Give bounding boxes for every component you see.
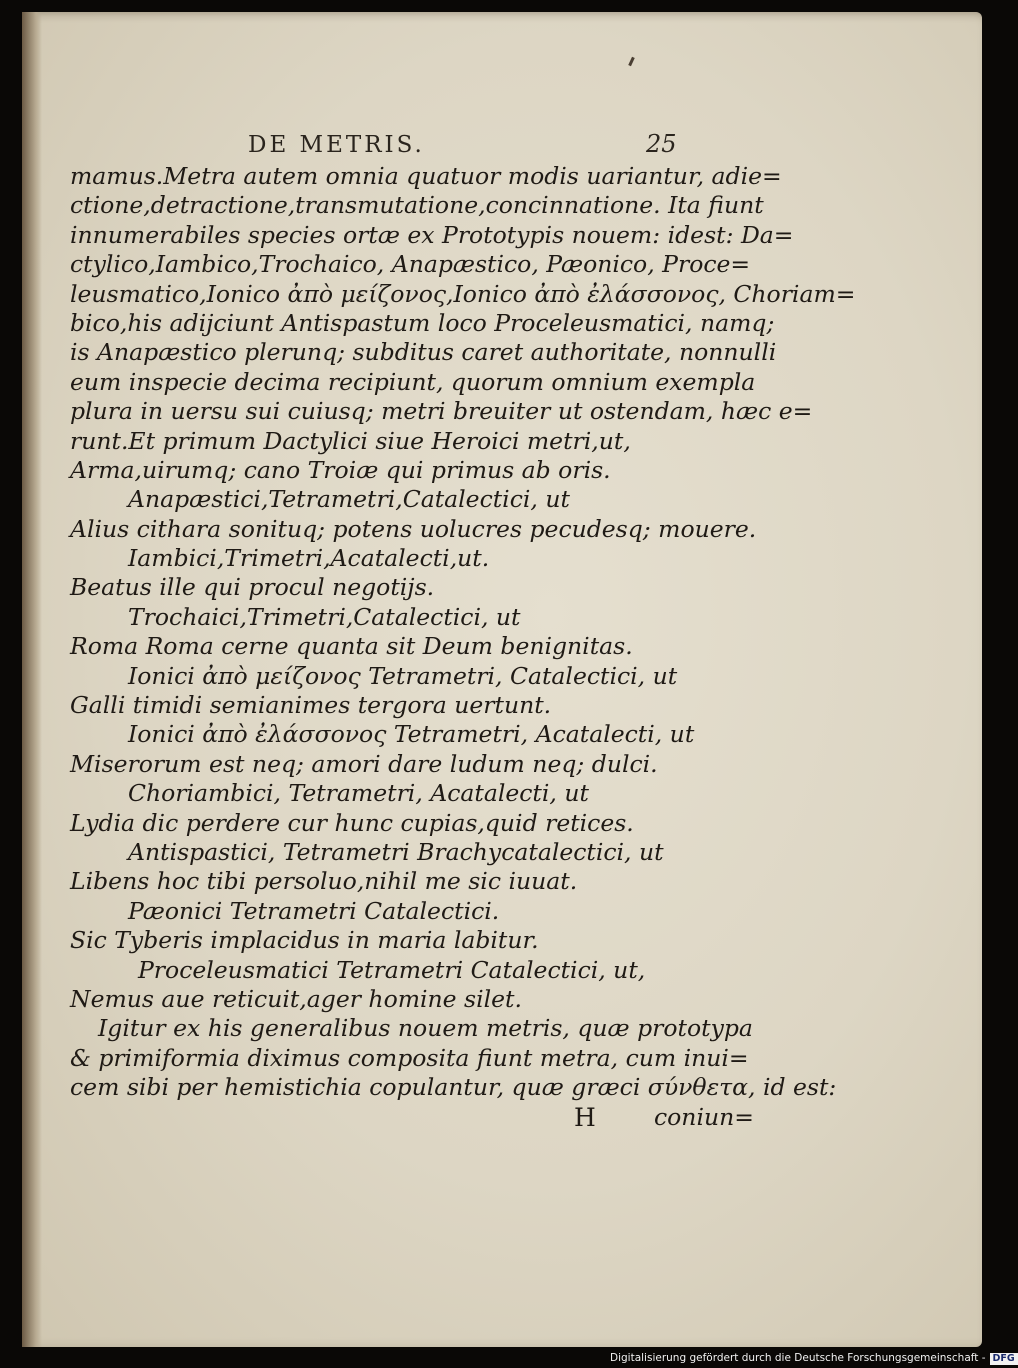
catchword: coniun= [654,1102,754,1131]
dfg-logo: DFG [990,1353,1018,1365]
meter-heading-line: Antispastici, Tetrametri Brachycatalectici, ut [128,837,664,866]
meter-heading-line: Ionici ἀπὸ ἐλάσσονος Tetrametri, Acatalecti, ut [128,720,695,749]
meter-heading-line: Proceleusmatici Tetrametri Catalectici, ut, [138,955,646,984]
meter-heading-line: Choriambici, Tetrametri, Acatalecti, ut [128,779,589,808]
verse-example-line: Roma Roma cerne quanta sit Deum benignitas. [70,632,633,661]
verse-example-line: Galli timidi semianimes tergora uertunt. [70,691,552,720]
verse-example-line: Beatus ille qui procul negotijs. [70,573,435,602]
digitization-footer [610,1351,1015,1365]
verse-example-line: Sic Tyberis implacidus in maria labitur. [70,926,539,955]
running-title: DE METRIS. [248,132,425,158]
text-line: ctylico,Iambico,Trochaico, Anapæstico, Pæonico, Proce= [70,250,751,279]
page-number: 25 [646,130,677,158]
text-line: Igitur ex his generalibus nouem metris, quæ prototypa [98,1014,753,1043]
meter-heading-line: Iambici,Trimetri,Acatalecti,ut. [128,544,490,573]
meter-heading-line: Ionici ἀπὸ μείζονος Tetrametri, Catalectici, ut [128,661,678,690]
text-line: eum inspecie decima recipiunt, quorum omnium exempla [70,367,756,396]
text-line: bico,his adijciunt Antispastum loco Proceleusmatici, namq; [70,308,775,337]
verse-example-line: Lydia dic perdere cur hunc cupias,quid retices. [70,808,634,837]
verse-example-line: Arma,uirumq; cano Troiæ qui primus ab oris. [70,455,611,484]
text-line: mamus.Metra autem omnia quatuor modis uariantur, adie= [70,162,782,190]
text-line: is Anapæstico plerunq; subditus caret authoritate, nonnulli [70,338,777,367]
verse-example-line: Alius cithara sonituq; potens uolucres pecudesq; mouere. [70,514,757,543]
text-line: & primiformia diximus composita fiunt metra, cum inui= [70,1043,749,1072]
ink-mark [628,57,635,66]
meter-heading-line: Pæonici Tetrametri Catalectici. [128,896,500,925]
meter-heading-line: Anapæstici,Tetrametri,Catalectici, ut [128,485,570,514]
text-line: ctione,detractione,transmutatione,concinnatione. Ita fiunt [70,191,764,220]
text-line: cem sibi per hemistichia copulantur, quæ græci σύνθετα, id est: [70,1073,837,1102]
signature-line [70,1103,810,1132]
verse-example-line: Nemus aue reticuit,ager homine silet. [70,984,522,1013]
page-body [70,162,856,1132]
footer-credit: Digitalisierung gefördert durch die Deutsche Forschungsgemeinschaft - [610,1352,986,1364]
signature-mark: H [574,1102,596,1132]
page-gutter-shadow [22,12,42,1347]
verse-example-line: Miserorum est neq; amori dare ludum neq; dulci. [70,749,658,778]
verse-example-line: Libens hoc tibi persoluo,nihil me sic iuuat. [70,867,578,896]
page-header [22,124,982,164]
text-line: innumerabiles species ortæ ex Prototypis nouem: idest: Da= [70,220,794,249]
text-line: leusmatico,Ionico ἀπὸ μείζονος,Ionico ἀπὸ ἐλάσσονος, Choriam= [70,279,856,308]
book-page [22,12,982,1347]
text-line: runt.Et primum Dactylici siue Heroici metri,ut, [70,426,631,455]
meter-heading-line: Trochaici,Trimetri,Catalectici, ut [128,602,521,631]
text-line: plura in uersu sui cuiusq; metri breuiter ut ostendam, hæc e= [70,397,813,426]
